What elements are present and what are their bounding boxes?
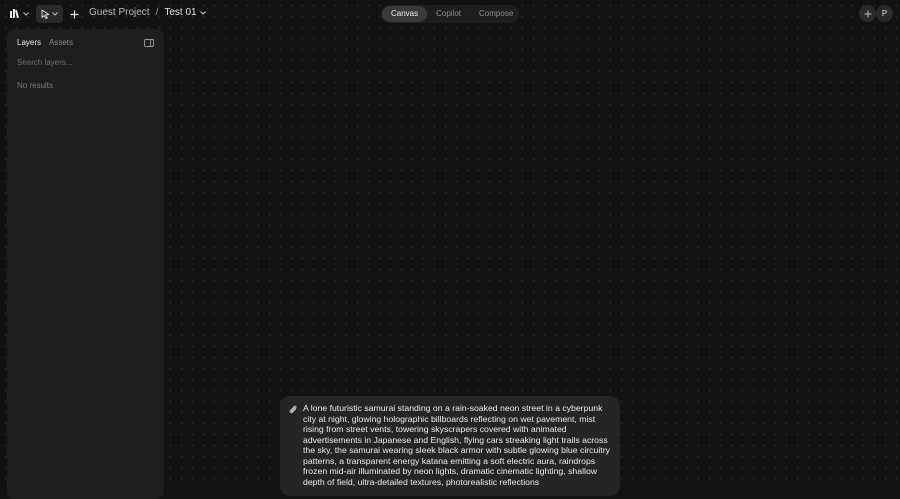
top-bar (0, 0, 900, 28)
select-tool-button[interactable] (36, 5, 63, 23)
tab-layers[interactable]: Layers (17, 38, 42, 47)
panel-tabs (17, 38, 73, 47)
avatar[interactable]: P (876, 5, 893, 22)
tab-canvas[interactable]: Canvas (382, 6, 427, 22)
invite-button[interactable] (859, 5, 876, 22)
breadcrumb-project[interactable]: Guest Project (89, 7, 150, 18)
layers-panel (7, 29, 164, 499)
tab-copilot[interactable]: Copilot (436, 9, 462, 18)
add-button[interactable] (67, 6, 81, 22)
tab-compose[interactable]: Compose (479, 9, 514, 18)
cursor-icon (41, 9, 50, 19)
empty-state-text: No results (17, 81, 54, 90)
chevron-down-icon (200, 11, 206, 15)
tab-assets[interactable]: Assets (49, 38, 74, 47)
mode-tabs (381, 5, 519, 23)
paperclip-icon[interactable] (288, 404, 298, 416)
file-name: Test 01 (164, 7, 197, 18)
file-name-dropdown[interactable] (164, 7, 205, 18)
prompt-box[interactable] (280, 396, 620, 496)
logo-menu-button[interactable] (10, 7, 34, 21)
prompt-text[interactable]: A lone futuristic samurai standing on a rain-soaked neon street in a cyberpunk city at night, glowing holographic billboards reflecting on wet pavement, mist rising from street vents, towering skyscrapers covered with animated advertisements in Japanese and English, flying cars streaking light trails across the sky, the samurai wearing sleek black armor with subtle glowing blue circuitry patterns, a transparent energy katana emitting a soft electric aura, raindrops frozen mid-air illuminated by neon lights, dramatic cinematic lighting, shallow depth of field, ultra-detailed textures, photorealistic reflections (303, 403, 610, 487)
breadcrumb-separator: / (155, 7, 159, 18)
chevron-down-icon (23, 12, 29, 16)
plus-icon (70, 10, 79, 19)
chevron-down-icon (52, 12, 58, 16)
search-layers-input[interactable] (17, 56, 147, 68)
sidebar-toggle-icon[interactable] (144, 39, 154, 47)
logo-icon (10, 9, 20, 19)
plus-icon (864, 10, 872, 18)
breadcrumb (89, 7, 206, 18)
